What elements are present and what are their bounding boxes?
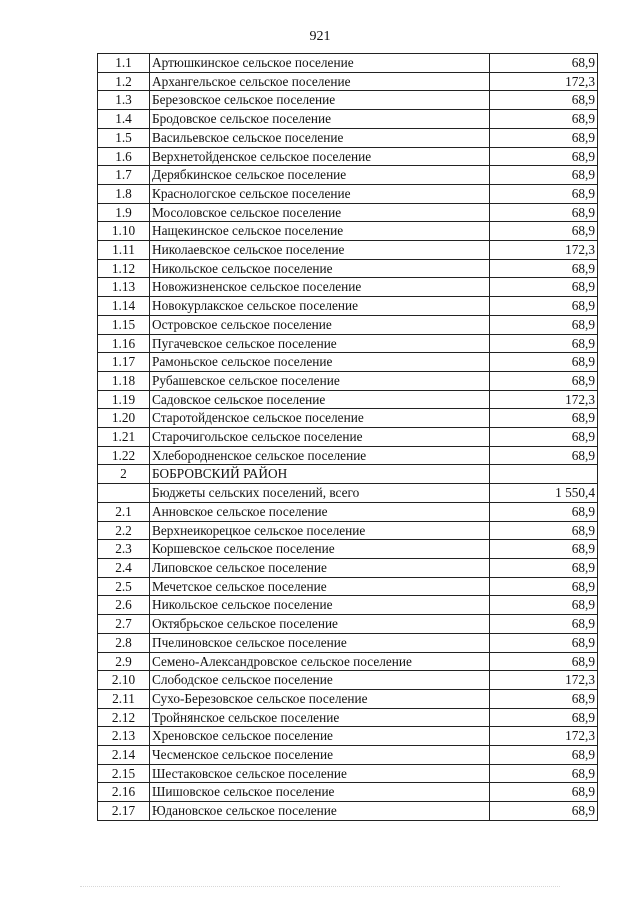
- settlement-name: Новокурлакское сельское поселение: [150, 297, 490, 316]
- row-number: 2.3: [98, 540, 150, 559]
- settlement-name: Слободское сельское поселение: [150, 671, 490, 690]
- budget-table: [97, 53, 598, 821]
- row-number: 1.7: [98, 166, 150, 185]
- row-number: 2.12: [98, 708, 150, 727]
- table-row: [98, 521, 598, 540]
- settlement-name: Тройнянское сельское поселение: [150, 708, 490, 727]
- settlement-name: Старочигольское сельское поселение: [150, 428, 490, 447]
- row-number: 2.9: [98, 652, 150, 671]
- table-row: [98, 802, 598, 821]
- settlement-name: Артюшкинское сельское поселение: [150, 54, 490, 73]
- budget-amount: 68,9: [490, 558, 598, 577]
- settlement-name: Рамоньское сельское поселение: [150, 353, 490, 372]
- settlement-name: Хреновское сельское поселение: [150, 727, 490, 746]
- table-row: [98, 278, 598, 297]
- row-number: 1.17: [98, 353, 150, 372]
- settlement-name: Бродовское сельское поселение: [150, 110, 490, 129]
- settlement-name: Липовское сельское поселение: [150, 558, 490, 577]
- budget-amount: 68,9: [490, 222, 598, 241]
- settlement-name: Дерябкинское сельское поселение: [150, 166, 490, 185]
- table-row: [98, 446, 598, 465]
- row-number: 1.14: [98, 297, 150, 316]
- budget-amount: 172,3: [490, 390, 598, 409]
- row-number: 1.16: [98, 334, 150, 353]
- budget-amount: 68,9: [490, 297, 598, 316]
- budget-amount: 68,9: [490, 540, 598, 559]
- table-row: [98, 259, 598, 278]
- budget-amount: [490, 465, 598, 484]
- settlement-name: Краснологское сельское поселение: [150, 184, 490, 203]
- budget-amount: 68,9: [490, 110, 598, 129]
- row-number: [98, 484, 150, 503]
- table-row: [98, 783, 598, 802]
- table-row: [98, 746, 598, 765]
- row-number: 1.2: [98, 72, 150, 91]
- budget-amount: 68,9: [490, 615, 598, 634]
- settlement-name: Никольское сельское поселение: [150, 259, 490, 278]
- row-number: 2.16: [98, 783, 150, 802]
- row-number: 1.18: [98, 371, 150, 390]
- row-number: 2.2: [98, 521, 150, 540]
- table-row: [98, 54, 598, 73]
- settlement-name: Нащекинское сельское поселение: [150, 222, 490, 241]
- row-number: 2.13: [98, 727, 150, 746]
- settlement-name: Мосоловское сельское поселение: [150, 203, 490, 222]
- table-row: [98, 596, 598, 615]
- row-number: 1.12: [98, 259, 150, 278]
- row-number: 1.13: [98, 278, 150, 297]
- table-row: [98, 222, 598, 241]
- table-row: [98, 708, 598, 727]
- settlement-name: Чесменское сельское поселение: [150, 746, 490, 765]
- budget-amount: 68,9: [490, 334, 598, 353]
- table-row: [98, 428, 598, 447]
- settlement-name: Верхнетойденское сельское поселение: [150, 147, 490, 166]
- settlement-name: Пчелиновское сельское поселение: [150, 633, 490, 652]
- table-row: [98, 577, 598, 596]
- scan-edge-artifact: [80, 886, 560, 888]
- row-number: 2.7: [98, 615, 150, 634]
- row-number: 2.14: [98, 746, 150, 765]
- settlement-name: Хлебородненское сельское поселение: [150, 446, 490, 465]
- table-row: [98, 241, 598, 260]
- row-number: 1.9: [98, 203, 150, 222]
- table-row: [98, 689, 598, 708]
- row-number: 1.15: [98, 315, 150, 334]
- table-row: [98, 203, 598, 222]
- table-row: [98, 409, 598, 428]
- row-number: 2.11: [98, 689, 150, 708]
- budget-amount: 68,9: [490, 371, 598, 390]
- table-row: [98, 652, 598, 671]
- table-row: [98, 147, 598, 166]
- budget-amount: 1 550,4: [490, 484, 598, 503]
- budget-amount: 68,9: [490, 802, 598, 821]
- page-number: 921: [309, 29, 331, 44]
- budget-amount: 68,9: [490, 184, 598, 203]
- row-number: 1.10: [98, 222, 150, 241]
- row-number: 1.6: [98, 147, 150, 166]
- settlement-name: Рубашевское сельское поселение: [150, 371, 490, 390]
- row-number: 2.4: [98, 558, 150, 577]
- settlement-name: Сухо-Березовское сельское поселение: [150, 689, 490, 708]
- budget-table-body: [98, 54, 598, 821]
- budget-amount: 68,9: [490, 746, 598, 765]
- settlement-name: Березовское сельское поселение: [150, 91, 490, 110]
- table-row: [98, 72, 598, 91]
- budget-amount: 68,9: [490, 278, 598, 297]
- table-row: [98, 184, 598, 203]
- row-number: 1.3: [98, 91, 150, 110]
- budget-amount: 172,3: [490, 72, 598, 91]
- row-number: 2.8: [98, 633, 150, 652]
- settlement-name: Никольское сельское поселение: [150, 596, 490, 615]
- settlement-name: Старотойденское сельское поселение: [150, 409, 490, 428]
- settlement-name: Островское сельское поселение: [150, 315, 490, 334]
- settlement-name: Верхнеикорецкое сельское поселение: [150, 521, 490, 540]
- row-number: 2.15: [98, 764, 150, 783]
- budget-amount: 68,9: [490, 147, 598, 166]
- table-row: [98, 334, 598, 353]
- row-number: 1.21: [98, 428, 150, 447]
- settlement-name: БОБРОВСКИЙ РАЙОН: [150, 465, 490, 484]
- budget-amount: 68,9: [490, 166, 598, 185]
- settlement-name: Юдановское сельское поселение: [150, 802, 490, 821]
- budget-amount: 68,9: [490, 521, 598, 540]
- budget-amount: 68,9: [490, 203, 598, 222]
- table-row: [98, 484, 598, 503]
- row-number: 2: [98, 465, 150, 484]
- budget-amount: 68,9: [490, 128, 598, 147]
- settlement-name: Бюджеты сельских поселений, всего: [150, 484, 490, 503]
- table-row: [98, 297, 598, 316]
- budget-amount: 68,9: [490, 259, 598, 278]
- table-row: [98, 315, 598, 334]
- budget-amount: 172,3: [490, 727, 598, 746]
- budget-amount: 68,9: [490, 783, 598, 802]
- row-number: 2.17: [98, 802, 150, 821]
- settlement-name: Шестаковское сельское поселение: [150, 764, 490, 783]
- table-row: [98, 91, 598, 110]
- settlement-name: Шишовское сельское поселение: [150, 783, 490, 802]
- settlement-name: Анновское сельское поселение: [150, 502, 490, 521]
- budget-amount: 68,9: [490, 409, 598, 428]
- table-row: [98, 110, 598, 129]
- settlement-name: Семено-Александровское сельское поселение: [150, 652, 490, 671]
- row-number: 2.6: [98, 596, 150, 615]
- table-row: [98, 353, 598, 372]
- table-row: [98, 128, 598, 147]
- table-row: [98, 671, 598, 690]
- table-row: [98, 764, 598, 783]
- table-row: [98, 633, 598, 652]
- budget-amount: 68,9: [490, 633, 598, 652]
- budget-amount: 68,9: [490, 446, 598, 465]
- settlement-name: Садовское сельское поселение: [150, 390, 490, 409]
- table-row: [98, 390, 598, 409]
- row-number: 1.11: [98, 241, 150, 260]
- budget-amount: 68,9: [490, 54, 598, 73]
- table-row: [98, 166, 598, 185]
- budget-amount: 68,9: [490, 91, 598, 110]
- settlement-name: Николаевское сельское поселение: [150, 241, 490, 260]
- table-row: [98, 615, 598, 634]
- row-number: 1.22: [98, 446, 150, 465]
- row-number: 1.19: [98, 390, 150, 409]
- row-number: 2.1: [98, 502, 150, 521]
- budget-amount: 68,9: [490, 315, 598, 334]
- table-row: [98, 371, 598, 390]
- table-row: [98, 465, 598, 484]
- row-number: 1.4: [98, 110, 150, 129]
- budget-amount: 68,9: [490, 577, 598, 596]
- row-number: 1.20: [98, 409, 150, 428]
- settlement-name: Пугачевское сельское поселение: [150, 334, 490, 353]
- settlement-name: Мечетское сельское поселение: [150, 577, 490, 596]
- settlement-name: Коршевское сельское поселение: [150, 540, 490, 559]
- row-number: 2.5: [98, 577, 150, 596]
- budget-amount: 68,9: [490, 652, 598, 671]
- budget-amount: 172,3: [490, 241, 598, 260]
- table-row: [98, 727, 598, 746]
- settlement-name: Архангельское сельское поселение: [150, 72, 490, 91]
- row-number: 1.8: [98, 184, 150, 203]
- settlement-name: Новожизненское сельское поселение: [150, 278, 490, 297]
- table-row: [98, 502, 598, 521]
- row-number: 1.5: [98, 128, 150, 147]
- settlement-name: Васильевское сельское поселение: [150, 128, 490, 147]
- row-number: 2.10: [98, 671, 150, 690]
- table-row: [98, 558, 598, 577]
- budget-amount: 68,9: [490, 596, 598, 615]
- budget-amount: 68,9: [490, 353, 598, 372]
- budget-amount: 68,9: [490, 689, 598, 708]
- settlement-name: Октябрьское сельское поселение: [150, 615, 490, 634]
- row-number: 1.1: [98, 54, 150, 73]
- table-row: [98, 540, 598, 559]
- budget-amount: 68,9: [490, 428, 598, 447]
- budget-amount: 172,3: [490, 671, 598, 690]
- budget-amount: 68,9: [490, 502, 598, 521]
- budget-amount: 68,9: [490, 708, 598, 727]
- budget-amount: 68,9: [490, 764, 598, 783]
